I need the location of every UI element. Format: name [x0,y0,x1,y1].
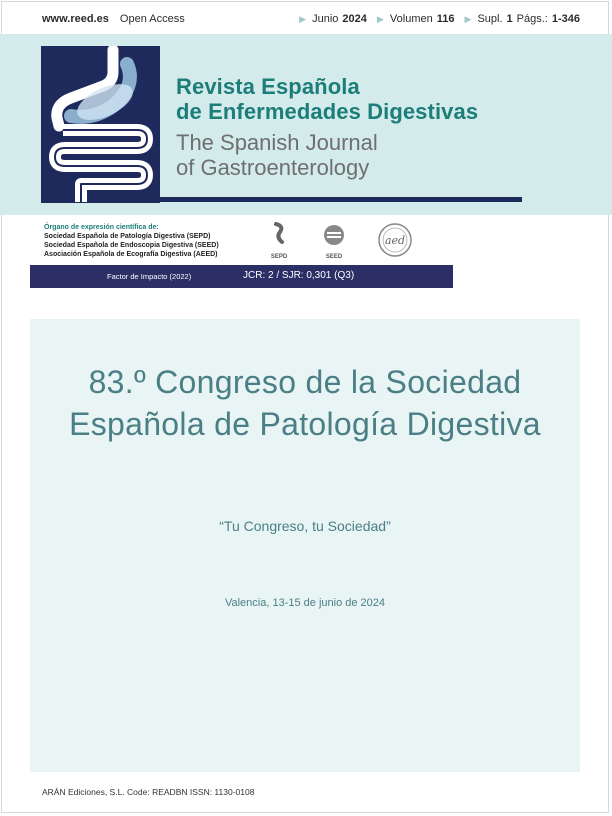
journal-header [0,34,612,215]
journal-title-es [176,74,478,124]
aeed-seal-text: aed [384,234,406,247]
issue-info [299,13,580,25]
sepd-logo-label: SEPD [270,254,288,260]
impact-value: JCR: 2 / SJR: 0,301 (Q3) [243,270,355,281]
society-sepd: Sociedad Española de Patología Digestiva (SEPD) [44,233,211,240]
congress-motto: “Tu Congreso, tu Sociedad” [219,518,391,534]
header-rule [160,197,522,202]
site-link[interactable]: www.reed.es [42,13,109,25]
organ-label: Órgano de expresión científica de: [44,224,159,231]
suppl-label: Supl. [477,13,503,25]
issue-date [299,13,367,25]
congress-title-line1: 83.º Congreso de la Sociedad [88,364,522,400]
top-left-info [42,13,185,25]
issue-volume [377,13,455,25]
congress-title-line2: Española de Patología Digestiva [69,406,541,442]
issue-month: Junio [312,13,339,25]
journal-logo [41,46,160,203]
chevron-right-icon: ▶ [376,13,384,24]
congress-title [30,361,580,445]
impact-label: Factor de Impacto (2022) [107,272,192,281]
title-es-line2: de Enfermedades Digestivas [176,99,479,124]
seed-logo-label: SEED [325,254,343,260]
society-seed: Sociedad Española de Endoscopia Digestiva (SEED) [44,242,219,249]
seed-emblem-icon [317,222,351,250]
society-aeed: Asociación Española de Ecografía Digestiva (AEED) [44,251,218,258]
pages-range: 1-346 [551,13,580,25]
suppl-number: 1 [506,13,513,25]
issue-suppl [464,13,580,25]
title-es-line1: Revista Española [176,74,360,99]
top-bar [0,0,612,34]
societies-list [44,223,219,259]
chevron-right-icon: ▶ [464,13,472,24]
impact-factor-bar [30,265,453,288]
publisher-footer: ARÁN Ediciones, S.L. Code: READBN ISSN: 1130-0108 [42,787,255,797]
title-en-line1: The Spanish Journal [176,130,378,155]
aeed-seal-icon [377,222,413,258]
journal-title-en [176,130,378,180]
volume-label: Volumen [389,13,433,25]
pages-label: Págs.: [516,13,548,25]
access-label: Open Access [119,13,185,25]
title-en-line2: of Gastroenterology [176,155,370,180]
volume-number: 116 [436,13,455,25]
congress-venue: Valencia, 13-15 de junio de 2024 [224,597,386,609]
aeed-logo [377,222,413,260]
digestive-tract-icon [41,46,160,203]
sepd-emblem-icon [262,222,296,250]
chevron-right-icon: ▶ [299,13,307,24]
issue-year: 2024 [342,13,367,25]
seed-logo [317,222,351,260]
sepd-logo [262,222,296,260]
congress-panel [30,319,580,772]
